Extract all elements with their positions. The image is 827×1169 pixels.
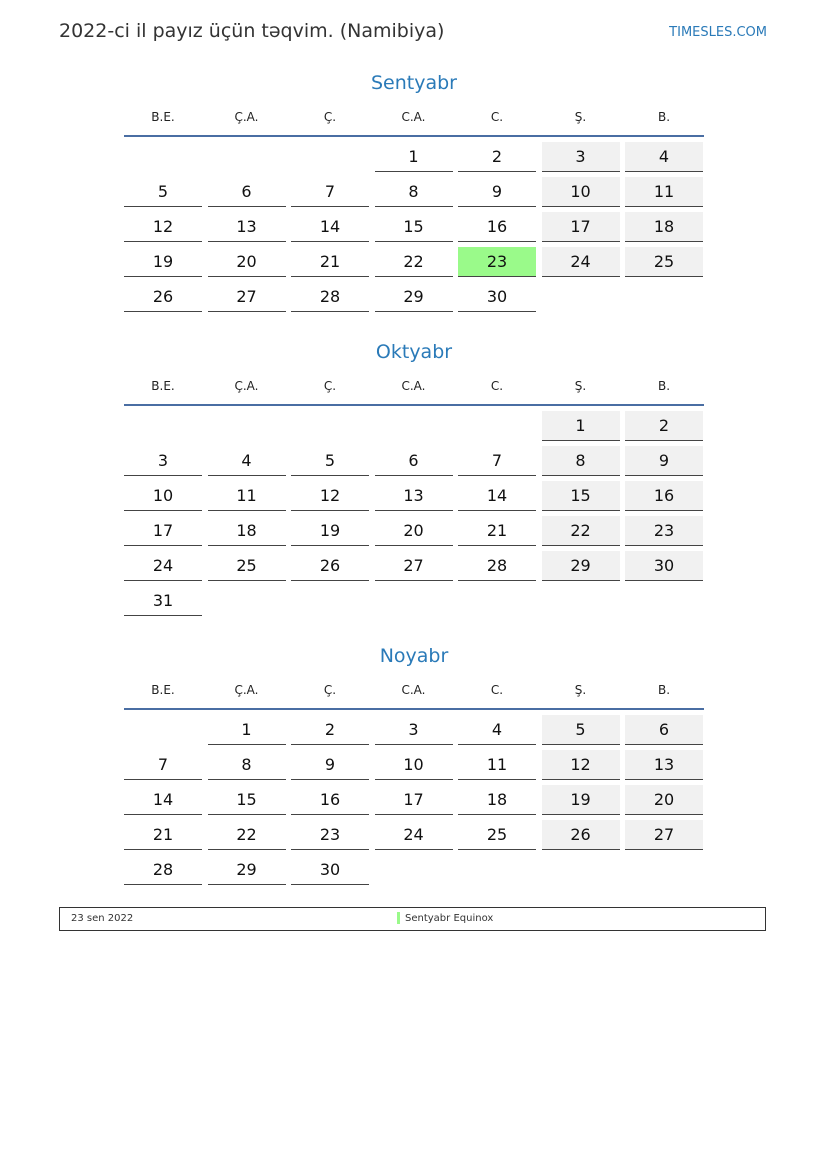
empty-cell [208, 411, 286, 441]
month-title: Oktyabr [375, 341, 453, 363]
day-grid [124, 142, 704, 312]
day-cell: 1 [375, 142, 453, 172]
day-cell: 3 [542, 142, 620, 172]
day-cell: 28 [291, 282, 369, 312]
day-cell: 2 [458, 142, 536, 172]
day-cell: 13 [208, 212, 286, 242]
day-cell: 12 [124, 212, 202, 242]
empty-cell [124, 411, 202, 441]
weekday-label: C. [490, 110, 504, 124]
day-cell: 29 [375, 282, 453, 312]
weekday-label: C. [490, 379, 504, 393]
weekday-label: Ç. [323, 110, 337, 124]
day-grid [124, 411, 704, 616]
day-cell: 23 [625, 516, 703, 546]
weekday-label: B.E. [151, 110, 175, 124]
day-cell: 23 [291, 820, 369, 850]
weekday-label: C.A. [401, 110, 426, 124]
day-cell: 13 [375, 481, 453, 511]
day-cell: 26 [124, 282, 202, 312]
page-title: 2022-ci il payız üçün təqvim. (Namibiya) [59, 20, 445, 42]
empty-cell [458, 411, 536, 441]
day-cell: 26 [291, 551, 369, 581]
month-september [124, 71, 704, 312]
day-cell: 16 [291, 785, 369, 815]
day-cell: 21 [291, 247, 369, 277]
day-cell: 28 [124, 855, 202, 885]
weekday-label: B.E. [151, 683, 175, 697]
legend-date: 23 sen 2022 [71, 913, 134, 924]
empty-cell [375, 411, 453, 441]
day-cell: 19 [542, 785, 620, 815]
weekday-header [124, 678, 704, 710]
day-cell: 5 [124, 177, 202, 207]
day-cell: 27 [208, 282, 286, 312]
day-cell: 25 [208, 551, 286, 581]
weekday-label: Ç.A. [234, 110, 259, 124]
day-cell: 18 [208, 516, 286, 546]
weekday-label: C.A. [401, 379, 426, 393]
day-cell: 2 [291, 715, 369, 745]
day-cell: 11 [458, 750, 536, 780]
empty-cell [208, 142, 286, 172]
day-cell: 13 [625, 750, 703, 780]
day-cell: 28 [458, 551, 536, 581]
weekday-label: Ç.A. [234, 379, 259, 393]
weekday-header [124, 105, 704, 137]
weekday-label: Ç.A. [234, 683, 259, 697]
day-cell: 31 [124, 586, 202, 616]
day-cell: 1 [208, 715, 286, 745]
day-cell: 20 [375, 516, 453, 546]
day-cell: 5 [542, 715, 620, 745]
day-cell: 1 [542, 411, 620, 441]
weekday-label: C. [490, 683, 504, 697]
day-cell: 24 [375, 820, 453, 850]
day-cell: 20 [625, 785, 703, 815]
day-cell: 10 [375, 750, 453, 780]
day-cell: 6 [208, 177, 286, 207]
day-cell: 7 [291, 177, 369, 207]
day-cell: 20 [208, 247, 286, 277]
legend-event: Sentyabr Equinox [405, 913, 494, 924]
holiday-legend [59, 907, 766, 931]
weekday-label: Ş. [574, 110, 587, 124]
day-grid [124, 715, 704, 885]
day-cell: 19 [291, 516, 369, 546]
legend-color-marker [397, 912, 400, 924]
weekday-label: C.A. [401, 683, 426, 697]
empty-cell [291, 411, 369, 441]
day-cell: 17 [542, 212, 620, 242]
day-cell: 11 [208, 481, 286, 511]
day-cell: 18 [625, 212, 703, 242]
day-cell: 14 [124, 785, 202, 815]
month-october [124, 340, 704, 616]
empty-cell [124, 715, 202, 745]
day-cell: 15 [375, 212, 453, 242]
day-cell: 29 [542, 551, 620, 581]
day-cell: 4 [625, 142, 703, 172]
day-cell: 15 [542, 481, 620, 511]
day-cell: 22 [375, 247, 453, 277]
day-cell: 9 [625, 446, 703, 476]
day-cell: 24 [542, 247, 620, 277]
day-cell: 25 [458, 820, 536, 850]
weekday-label: B. [657, 683, 671, 697]
day-cell: 8 [208, 750, 286, 780]
day-cell: 19 [124, 247, 202, 277]
day-cell: 9 [291, 750, 369, 780]
day-cell: 4 [458, 715, 536, 745]
day-cell: 27 [375, 551, 453, 581]
day-cell: 8 [375, 177, 453, 207]
day-cell: 7 [458, 446, 536, 476]
day-cell: 16 [458, 212, 536, 242]
day-cell: 25 [625, 247, 703, 277]
day-cell: 22 [208, 820, 286, 850]
weekday-label: B.E. [151, 379, 175, 393]
weekday-label: B. [657, 110, 671, 124]
month-title: Sentyabr [370, 72, 457, 94]
day-cell: 26 [542, 820, 620, 850]
day-cell: 11 [625, 177, 703, 207]
day-cell: 30 [625, 551, 703, 581]
day-cell: 30 [458, 282, 536, 312]
day-cell: 17 [124, 516, 202, 546]
weekday-header [124, 374, 704, 406]
weekday-label: Ç. [323, 683, 337, 697]
day-cell: 7 [124, 750, 202, 780]
day-cell: 3 [375, 715, 453, 745]
day-cell: 3 [124, 446, 202, 476]
day-cell: 9 [458, 177, 536, 207]
day-cell: 8 [542, 446, 620, 476]
weekday-label: Ş. [574, 379, 587, 393]
month-title: Noyabr [379, 645, 449, 667]
day-cell: 14 [458, 481, 536, 511]
weekday-label: Ş. [574, 683, 587, 697]
day-cell: 16 [625, 481, 703, 511]
day-cell: 4 [208, 446, 286, 476]
day-cell: 29 [208, 855, 286, 885]
site-link[interactable]: TIMESLES.COM [669, 25, 767, 40]
day-cell: 22 [542, 516, 620, 546]
day-cell: 5 [291, 446, 369, 476]
day-cell: 21 [458, 516, 536, 546]
month-november [124, 644, 704, 885]
day-cell: 30 [291, 855, 369, 885]
day-cell: 18 [458, 785, 536, 815]
weekday-label: B. [657, 379, 671, 393]
day-cell: 12 [542, 750, 620, 780]
weekday-label: Ç. [323, 379, 337, 393]
day-cell: 14 [291, 212, 369, 242]
day-cell: 23 [458, 247, 536, 277]
day-cell: 15 [208, 785, 286, 815]
day-cell: 12 [291, 481, 369, 511]
day-cell: 10 [542, 177, 620, 207]
day-cell: 17 [375, 785, 453, 815]
day-cell: 24 [124, 551, 202, 581]
day-cell: 21 [124, 820, 202, 850]
day-cell: 27 [625, 820, 703, 850]
day-cell: 6 [375, 446, 453, 476]
empty-cell [124, 142, 202, 172]
empty-cell [291, 142, 369, 172]
day-cell: 6 [625, 715, 703, 745]
day-cell: 10 [124, 481, 202, 511]
day-cell: 2 [625, 411, 703, 441]
